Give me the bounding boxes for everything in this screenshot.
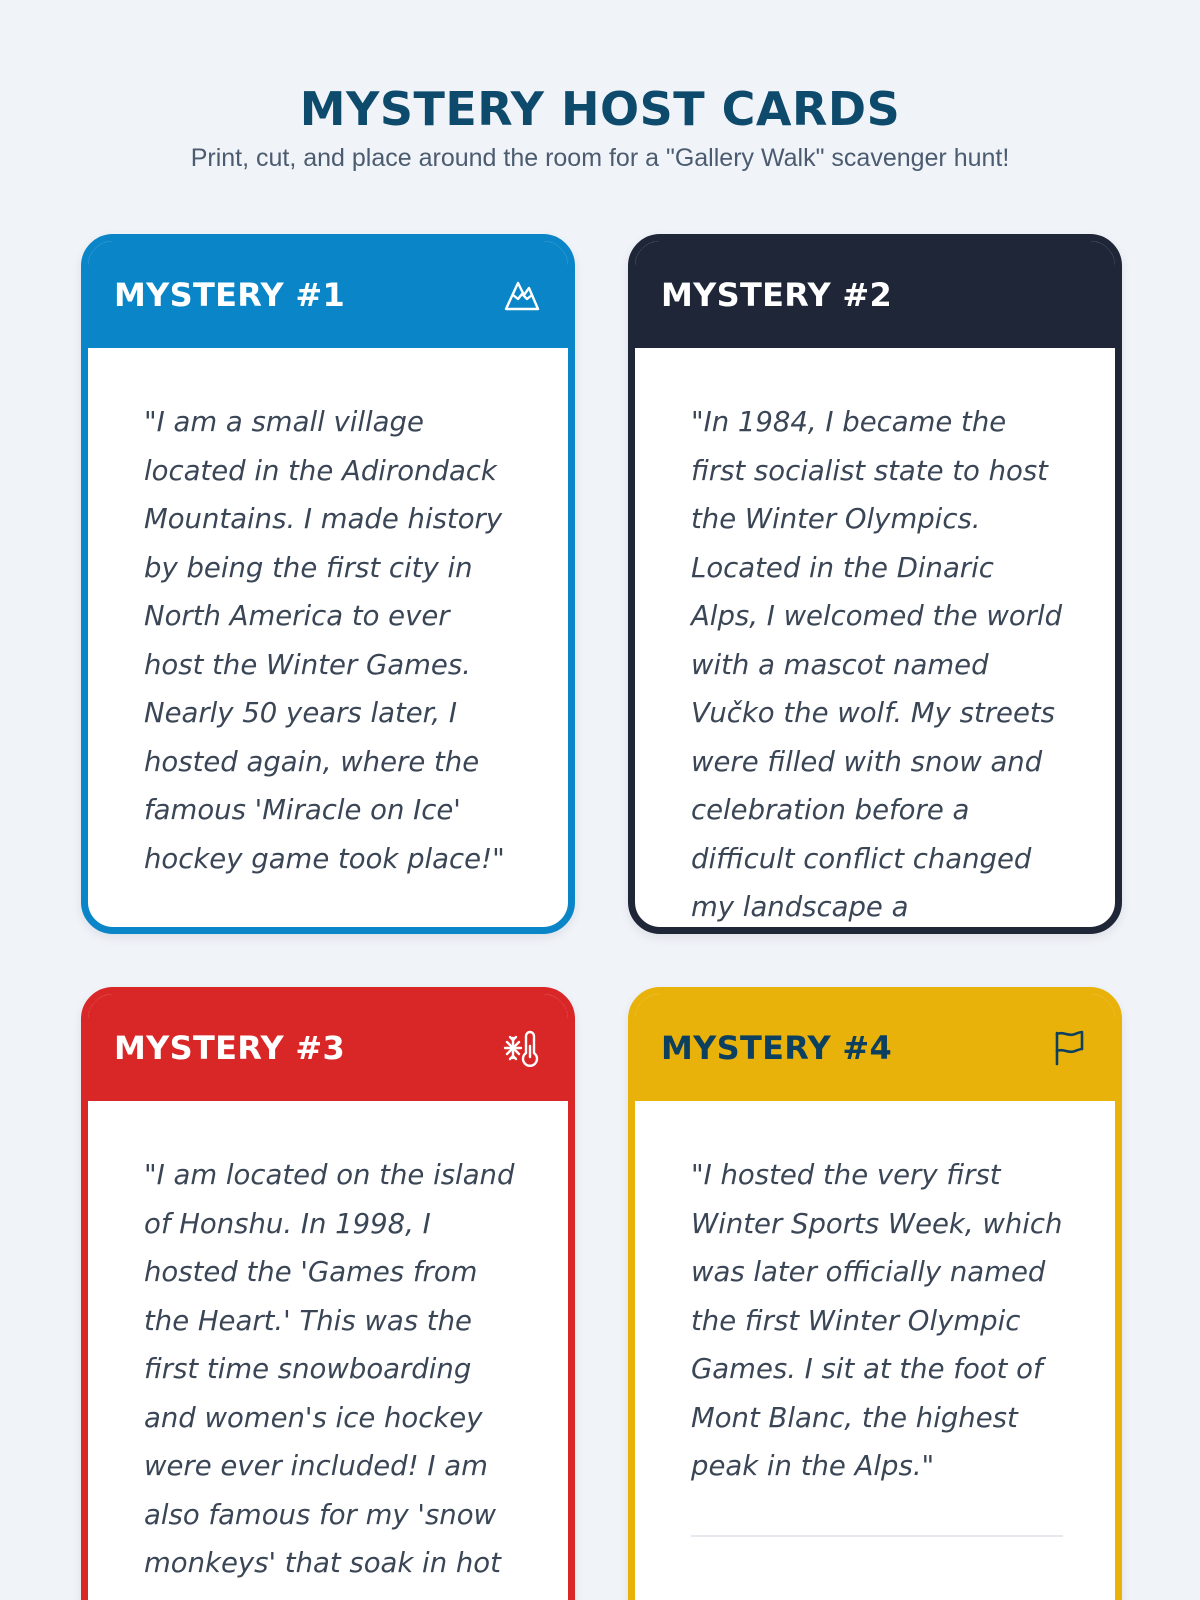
card-title: MYSTERY #1 [114,275,346,314]
page-header [0,80,1200,174]
flag-icon [1049,1028,1089,1068]
card-title: MYSTERY #2 [661,275,893,314]
page-subtitle: Print, cut, and place around the room for a "Gallery Walk" scavenger hunt! [190,144,1010,172]
mystery-card-4 [628,987,1122,1600]
card-header [88,241,568,348]
snowflake-thermometer-icon [502,1028,542,1068]
card-clue: "I am a small village located in the Adirondack Mountains. I made history by being the first city in North America to ever host the Winter Games. Nearly 50 years later, I hosted again, where the famous 'Miracle on Ice' hockey game took place!" [144,406,505,875]
card-body [635,1101,1115,1567]
page-title: MYSTERY HOST CARDS [299,82,901,136]
card-clue: "I hosted the very first Winter Sports Week, which was later officially named the first Winter Olympic Games. I sit at the foot of Mont Blanc, the highest peak in the Alps." [691,1159,1063,1482]
card-clue: "In 1984, I became the first socialist state to host the Winter Olympics. Located in the Dinaric Alps, I welcomed the world with a mascot named Vučko the wolf. My streets were filled with snow and celebration before a difficult conflict changed my landscape a [691,406,1063,923]
card-header [635,994,1115,1101]
card-clue: "I am located on the island of Honshu. In 1998, I hosted the 'Games from the Heart.' This was the first time snowboarding and women's ice hockey were ever included! I am also famous for my 'snow monkeys' that soak in hot [144,1159,515,1579]
card-body [88,1101,568,1600]
mountain-icon [502,275,542,315]
card-title: MYSTERY #4 [661,1028,893,1067]
mystery-card-2 [628,234,1122,934]
card-body [88,348,568,913]
card-body [635,348,1115,934]
mystery-card-3 [81,987,575,1600]
mystery-card-1 [81,234,575,934]
card-header [635,241,1115,348]
card-header [88,994,568,1101]
card-divider [691,1535,1063,1537]
card-title: MYSTERY #3 [114,1028,346,1067]
